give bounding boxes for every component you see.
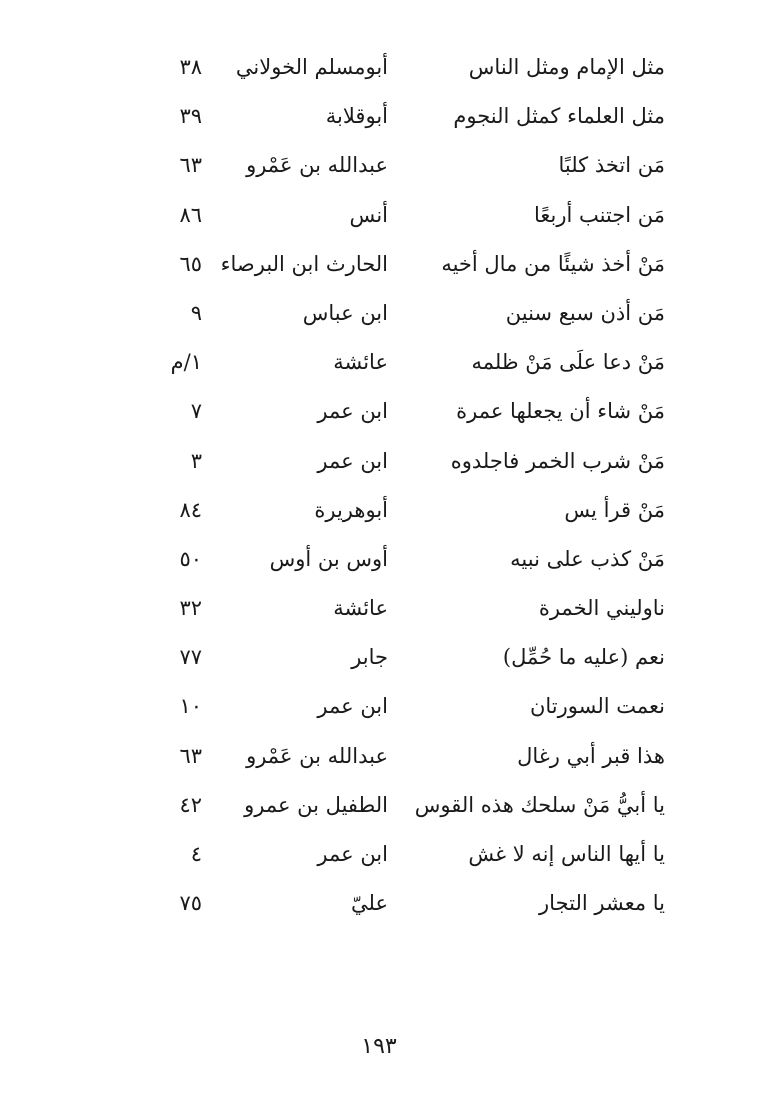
hadith-number: ٤ — [190, 842, 202, 866]
hadith-text: مَن أذن سبع سنين — [505, 300, 665, 325]
index-row — [0, 880, 758, 929]
hadith-number: ٧٥ — [179, 891, 202, 916]
hadith-text: مَنْ شاء أن يجعلها عمرة — [456, 399, 665, 424]
index-row — [0, 782, 758, 831]
hadith-text: نعم (عليه ما حُمِّل) — [502, 645, 665, 670]
hadith-text: نعمت السورتان — [529, 694, 665, 719]
narrator-name: أبومسلم الخولاني — [235, 55, 388, 79]
hadith-number: ١/م — [170, 350, 202, 375]
hadith-number: ٦٣ — [179, 153, 202, 178]
narrator-name: ابن عمر — [317, 399, 388, 424]
narrator-name: أوس بن أوس — [269, 546, 388, 571]
hadith-number: ٨٦ — [179, 202, 202, 227]
hadith-text: مَنْ أخذ شيئًا من مال أخيه — [441, 251, 665, 276]
hadith-number: ٦٥ — [179, 251, 202, 276]
hadith-index-table — [0, 44, 758, 929]
index-row — [0, 585, 758, 634]
narrator-name: أبوقلابة — [325, 104, 388, 129]
hadith-number: ٣ — [190, 448, 202, 473]
hadith-text: يا أبيُّ مَنْ سلحك هذه القوس — [414, 792, 665, 817]
index-row — [0, 438, 758, 487]
hadith-text: يا معشر التجار — [539, 891, 665, 916]
narrator-name: عائشة — [333, 350, 388, 375]
index-row — [0, 733, 758, 782]
index-row — [0, 142, 758, 191]
hadith-number: ٥٠ — [179, 546, 202, 571]
index-row — [0, 241, 758, 290]
narrator-name: ابن عمر — [317, 842, 388, 866]
hadith-text: مَنْ شرب الخمر فاجلدوه — [450, 448, 665, 473]
index-row — [0, 44, 758, 93]
narrator-name: ابن عباس — [302, 300, 388, 325]
index-row — [0, 683, 758, 732]
index-row — [0, 487, 758, 536]
hadith-text: مَن اجتنب أربعًا — [533, 202, 665, 227]
page-number: ١٩٣ — [361, 1034, 397, 1059]
narrator-name: أنس — [349, 202, 388, 227]
narrator-name: الطفيل بن عمرو — [244, 792, 388, 817]
hadith-text: مَنْ قرأ يس — [564, 497, 665, 522]
narrator-name: عائشة — [333, 596, 388, 621]
hadith-text: يا أيها الناس إنه لا غش — [468, 842, 665, 866]
hadith-text: مَنْ كذب على نبيه — [510, 546, 665, 571]
hadith-number: ٨٤ — [179, 497, 202, 522]
index-row — [0, 388, 758, 437]
hadith-number: ٩ — [190, 300, 202, 325]
index-row — [0, 290, 758, 339]
hadith-text: مثل العلماء كمثل النجوم — [453, 104, 665, 129]
hadith-text: مَن اتخذ كلبًا — [558, 153, 665, 178]
narrator-name: أبوهريرة — [314, 497, 388, 522]
narrator-name: جابر — [351, 645, 388, 670]
hadith-number: ٧ — [190, 399, 202, 424]
narrator-name: عليّ — [351, 891, 388, 916]
narrator-name: ابن عمر — [317, 694, 388, 719]
index-row — [0, 536, 758, 585]
hadith-number: ٦٣ — [179, 743, 202, 768]
index-row — [0, 93, 758, 142]
hadith-number: ٣٢ — [179, 596, 202, 621]
index-row — [0, 339, 758, 388]
narrator-name: عبدالله بن عَمْرو — [246, 153, 388, 178]
narrator-name: عبدالله بن عَمْرو — [246, 743, 388, 768]
hadith-text: مَنْ دعا علَى مَنْ ظلمه — [471, 350, 665, 375]
index-row — [0, 831, 758, 880]
index-row — [0, 192, 758, 241]
hadith-text: ناوليني الخمرة — [538, 596, 665, 621]
hadith-number: ١٠ — [179, 694, 202, 719]
hadith-text: مثل الإمام ومثل الناس — [468, 55, 665, 79]
hadith-number: ٣٨ — [179, 55, 202, 79]
hadith-number: ٤٢ — [179, 792, 202, 817]
hadith-number: ٧٧ — [179, 645, 202, 670]
hadith-text: هذا قبر أبي رغال — [517, 743, 665, 768]
hadith-number: ٣٩ — [179, 104, 202, 129]
narrator-name: الحارث ابن البرصاء — [220, 251, 388, 276]
narrator-name: ابن عمر — [317, 448, 388, 473]
index-row — [0, 634, 758, 683]
